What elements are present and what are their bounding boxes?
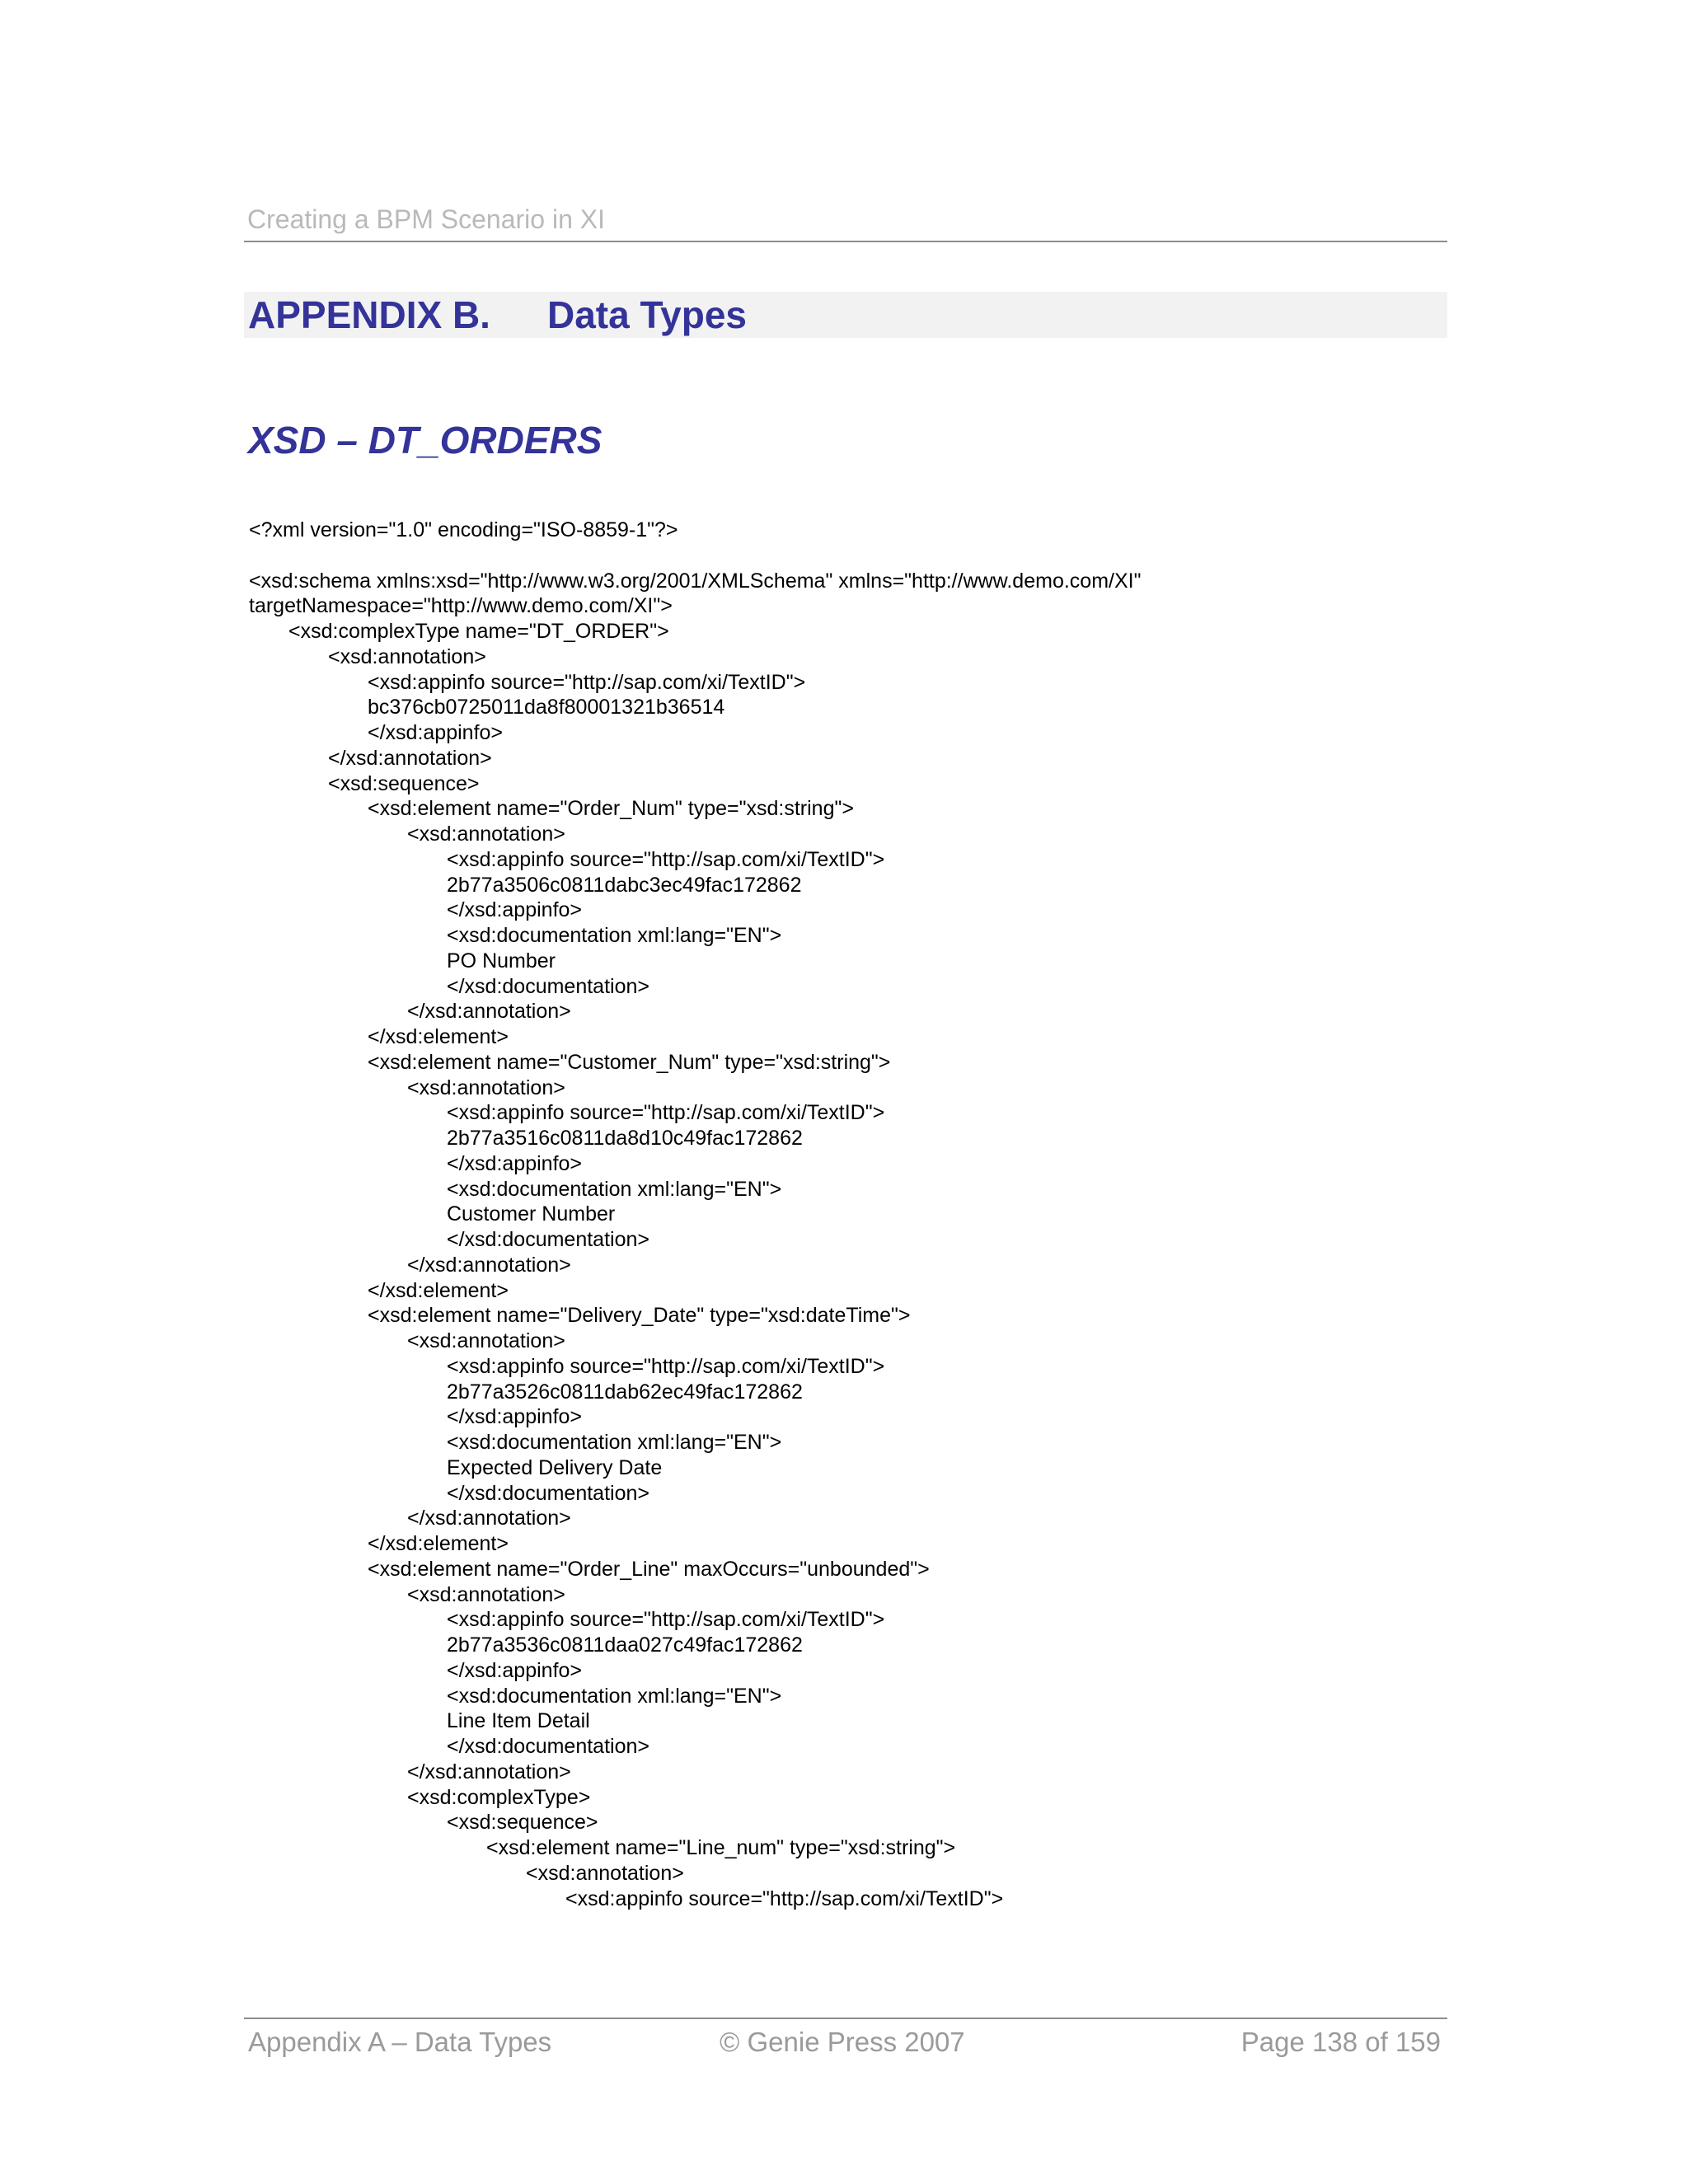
code-line: </xsd:element> — [368, 1278, 509, 1302]
code-line: </xsd:annotation> — [407, 1253, 571, 1277]
code-line: <xsd:documentation xml:lang="EN"> — [447, 924, 782, 947]
code-line: <xsd:sequence> — [328, 771, 480, 795]
code-line: <xsd:annotation> — [526, 1861, 684, 1885]
running-header: Creating a BPM Scenario in XI — [247, 204, 605, 234]
code-line: bc376cb0725011da8f80001321b36514 — [368, 696, 725, 719]
code-line: <xsd:annotation> — [407, 1582, 565, 1606]
code-line: </xsd:documentation> — [447, 1228, 649, 1251]
code-line: <xsd:annotation> — [407, 823, 565, 846]
code-line: <xsd:element name="Order_Num" type="xsd:string"> — [368, 797, 854, 821]
code-line: 2b77a3536c0811daa027c49fac172862 — [447, 1633, 803, 1657]
code-line: <xsd:element name="Delivery_Date" type="xsd:dateTime"> — [368, 1304, 911, 1328]
code-line: <xsd:element name="Customer_Num" type="xsd:string"> — [368, 1050, 891, 1074]
code-line: <xsd:schema xmlns:xsd="http://www.w3.org/2001/XMLSchema" xmlns="http://www.demo.com/XI" — [249, 569, 1142, 593]
code-line: <xsd:annotation> — [407, 1076, 565, 1099]
code-line: <xsd:complexType> — [407, 1785, 591, 1809]
code-line: </xsd:documentation> — [447, 1735, 649, 1758]
code-line: </xsd:element> — [368, 1025, 509, 1048]
footer-copyright: © Genie Press 2007 — [720, 2027, 965, 2057]
header-rule — [244, 241, 1447, 242]
code-line: PO Number — [447, 949, 556, 972]
code-line: <xsd:complexType name="DT_ORDER"> — [288, 620, 669, 643]
code-line: <xsd:appinfo source="http://sap.com/xi/TextID"> — [447, 1101, 885, 1125]
code-line: <xsd:appinfo source="http://sap.com/xi/TextID"> — [447, 847, 885, 871]
code-line: <xsd:element name="Line_num" type="xsd:string"> — [486, 1836, 956, 1859]
code-line: <xsd:documentation xml:lang="EN"> — [447, 1684, 782, 1708]
code-line: </xsd:appinfo> — [447, 1405, 583, 1429]
code-line: <?xml version="1.0" encoding="ISO-8859-1"?> — [249, 518, 678, 541]
code-line: </xsd:documentation> — [447, 974, 649, 998]
code-line: <xsd:annotation> — [328, 644, 486, 668]
code-line: </xsd:annotation> — [407, 1760, 571, 1783]
code-line: <xsd:sequence> — [447, 1811, 598, 1835]
section-title: XSD – DT_ORDERS — [248, 419, 603, 462]
code-line — [249, 543, 1141, 569]
footer-rule — [244, 2018, 1447, 2019]
code-line: <xsd:element name="Order_Line" maxOccurs="unbounded"> — [368, 1557, 930, 1581]
code-line: targetNamespace="http://www.demo.com/XI"> — [249, 594, 673, 618]
code-line: </xsd:documentation> — [447, 1481, 649, 1505]
code-line: <xsd:documentation xml:lang="EN"> — [447, 1177, 782, 1201]
code-line: <xsd:annotation> — [407, 1329, 565, 1352]
code-line: <xsd:documentation xml:lang="EN"> — [447, 1431, 782, 1454]
footer-page-number: Page 138 of 159 — [1240, 2027, 1441, 2057]
appendix-title: Data Types — [547, 293, 748, 336]
code-line: Line Item Detail — [447, 1709, 590, 1733]
code-line: </xsd:element> — [368, 1532, 509, 1555]
code-line: Expected Delivery Date — [447, 1455, 663, 1479]
footer-chapter: Appendix A – Data Types — [248, 2027, 552, 2057]
code-line: <xsd:appinfo source="http://sap.com/xi/TextID"> — [447, 1354, 885, 1378]
code-line: </xsd:annotation> — [407, 1000, 571, 1024]
code-line: </xsd:appinfo> — [447, 898, 583, 922]
code-line: </xsd:annotation> — [328, 746, 492, 770]
code-line: <xsd:appinfo source="http://sap.com/xi/TextID"> — [447, 1608, 885, 1632]
code-line: Customer Number — [447, 1202, 616, 1226]
code-line: </xsd:appinfo> — [447, 1151, 583, 1175]
code-line: 2b77a3526c0811dab62ec49fac172862 — [447, 1380, 803, 1404]
xsd-code-listing — [249, 518, 1141, 1911]
appendix-number: APPENDIX B. — [248, 293, 490, 336]
code-line: 2b77a3506c0811dabc3ec49fac172862 — [447, 873, 802, 897]
code-line: 2b77a3516c0811da8d10c49fac172862 — [447, 1127, 803, 1150]
code-line: </xsd:appinfo> — [368, 721, 504, 744]
code-line: </xsd:appinfo> — [447, 1658, 583, 1682]
code-line: <xsd:appinfo source="http://sap.com/xi/TextID"> — [565, 1886, 1004, 1910]
code-line: <xsd:appinfo source="http://sap.com/xi/TextID"> — [368, 670, 806, 694]
code-line: </xsd:annotation> — [407, 1507, 571, 1530]
